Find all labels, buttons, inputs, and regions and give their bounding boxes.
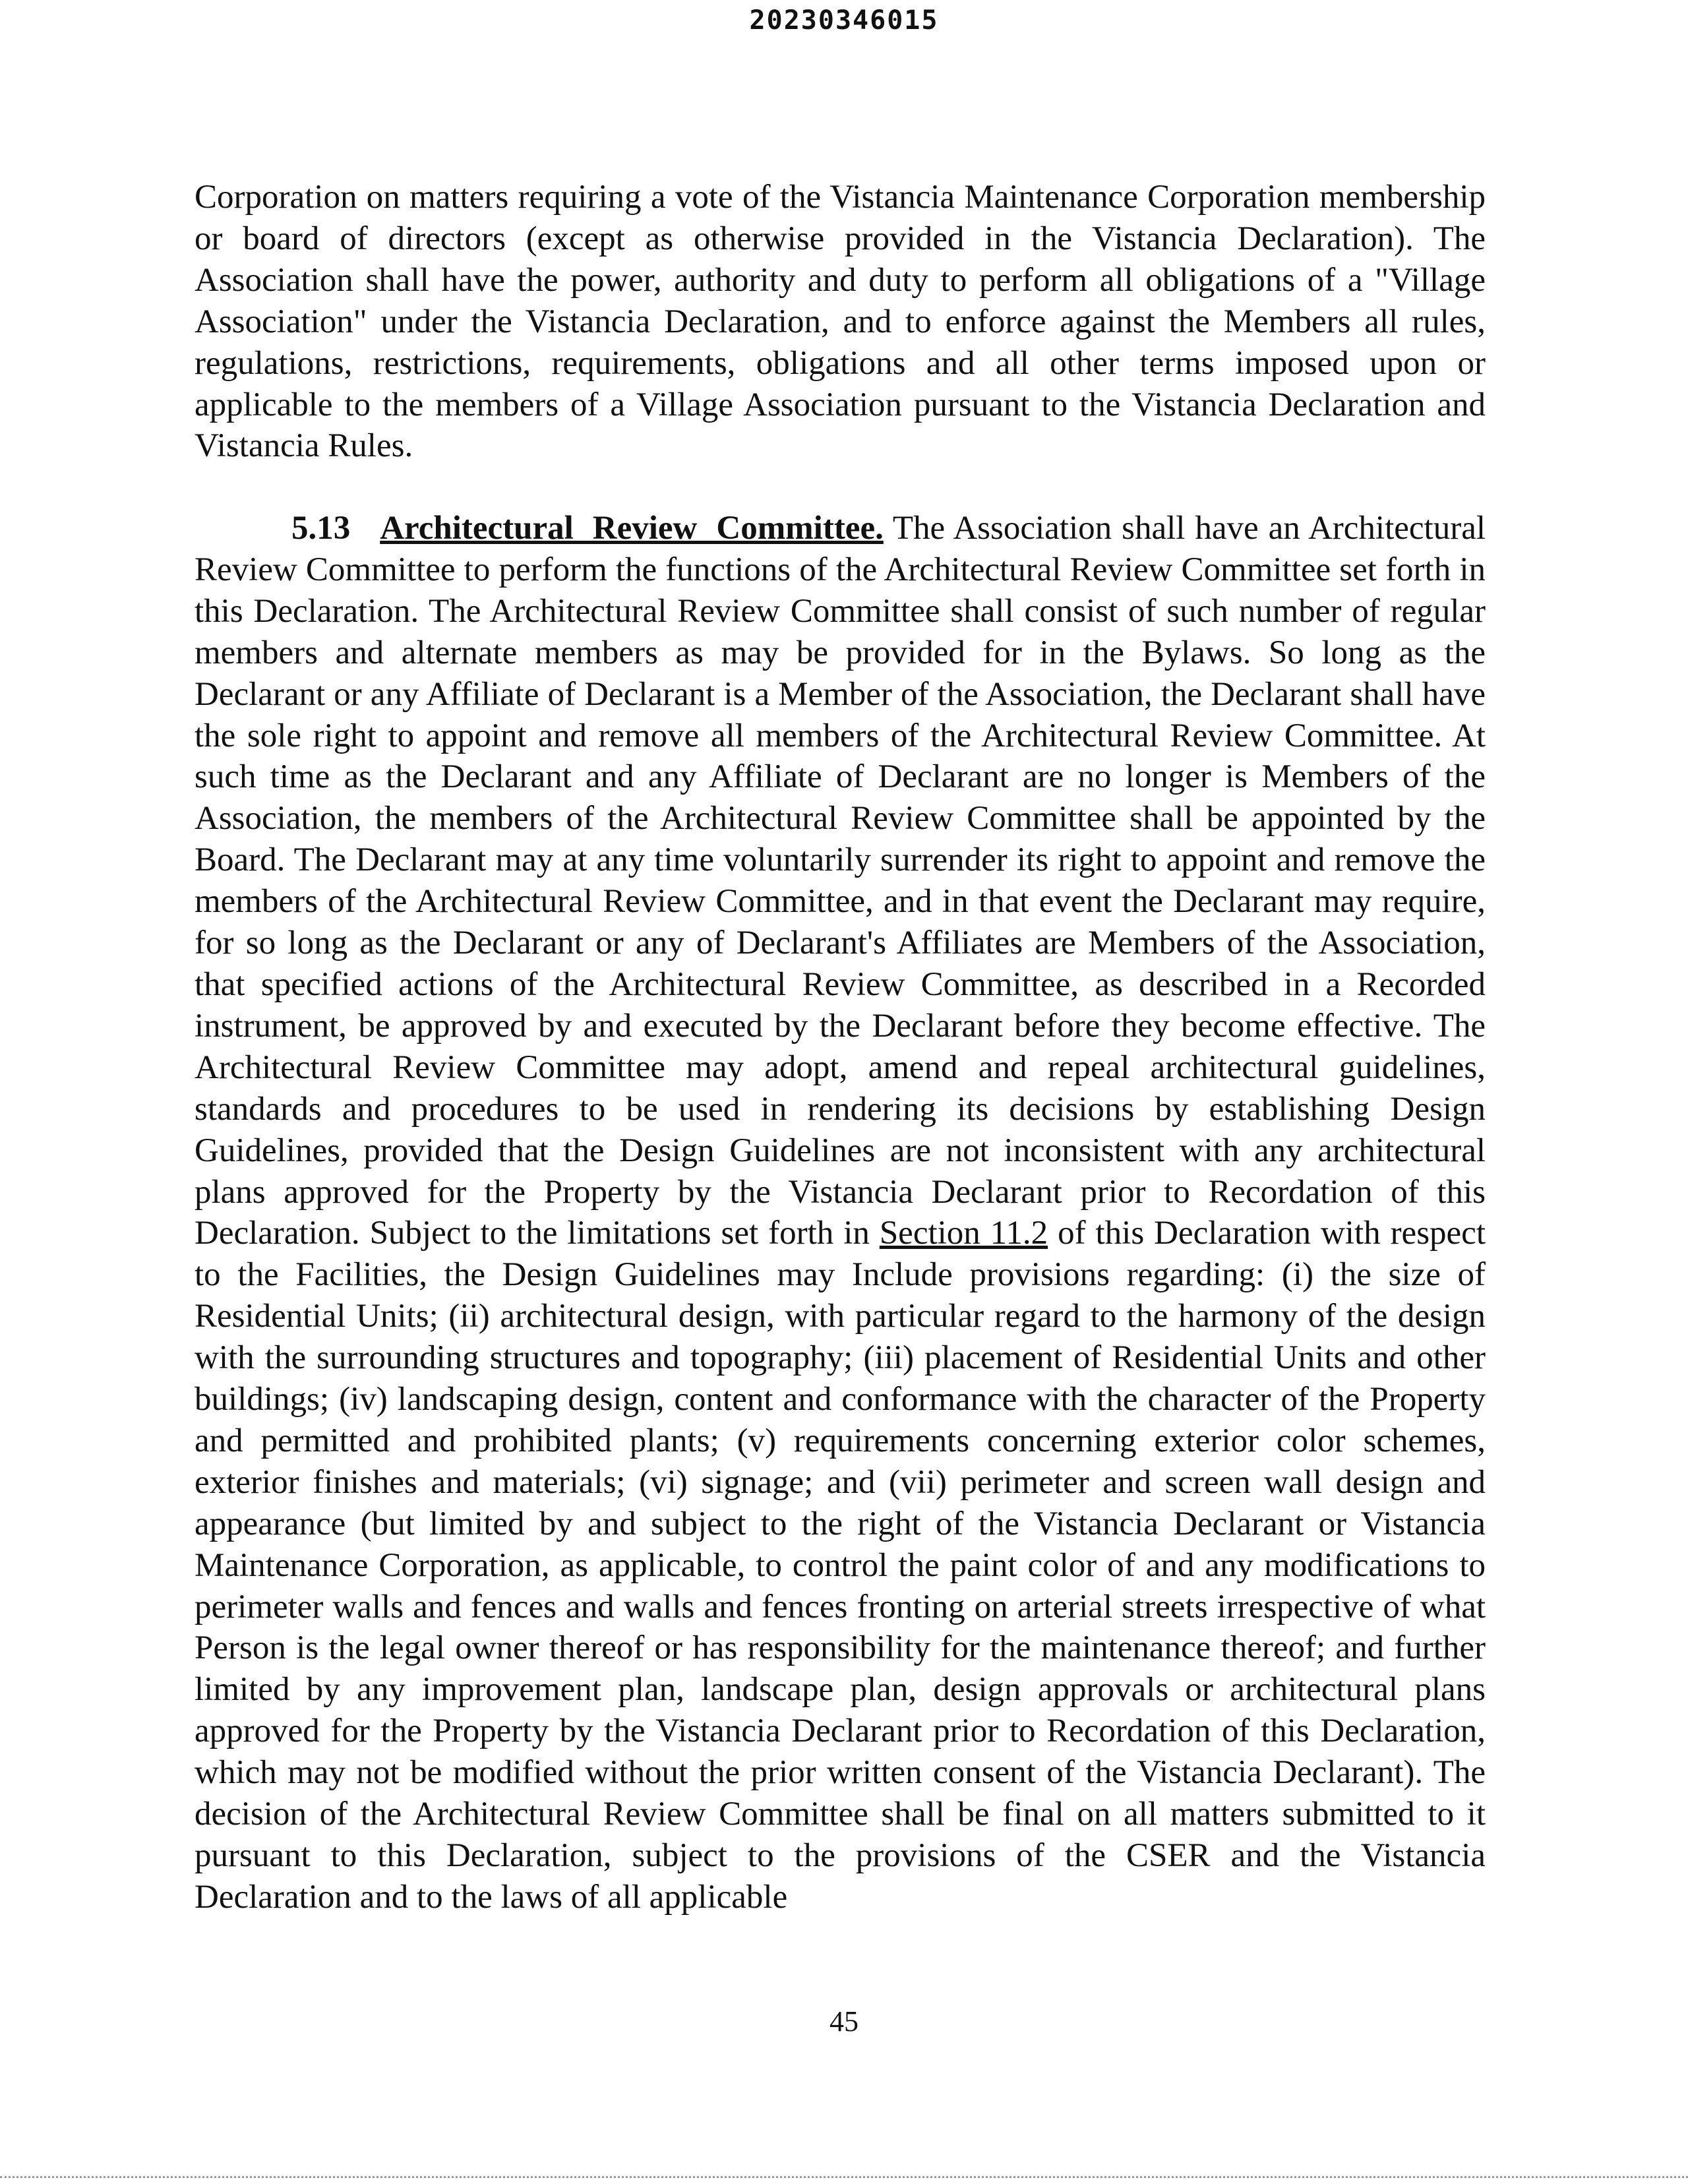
section-5-13-paragraph <box>195 508 1486 1918</box>
section-body-part-1: The Association shall have an Architectural Review Committee to perform the functions of the Architectural Review Committee set forth in this Declaration. The Architectural Review Committee shall consist of such number of regular members and alternate members as may be provided for in the Bylaws. So long as the Declarant or any Affiliate of Declarant is a Member of the Association, the Declarant shall have the sole right to appoint and remove all members of the Architectural Review Committee. At such time as the Declarant and any Affiliate of Declarant are no longer is Members of the Association, the members of the Architectural Review Committee shall be appointed by the Board. The Declarant may at any time voluntarily surrender its right to appoint and remove the members of the Architectural Review Committee, and in that event the Declarant may require, for so long as the Declarant or any of Declarant's Affiliates are Members of the Association, that specified actions of the Architectural Review Committee, as described in a Recorded instrument, be approved by and executed by the Declarant before they become effective. The Architectural Review Committee may adopt, amend and repeal architectural guidelines, standards and procedures to be used in rendering its decisions by establishing Design Guidelines, provided that the Design Guidelines are not inconsistent with any architectural plans approved for the Property by the Vistancia Declarant prior to Recordation of this Declaration. Subject to the limitations set forth in <box>195 510 1486 1252</box>
scan-edge-divider <box>0 2176 1688 2178</box>
section-body-part-2: of this Declaration with respect to the Facilities, the Design Guidelines may Include provisions regarding: (i) the size of Residential Units; (ii) architectural design, with particular regard to the harmony of the design with the surrounding structures and topography; (iii) placement of Residential Units and other buildings; (iv) landscaping design, content and conformance with the character of the Property and permitted and prohibited plants; (v) requirements concerning exterior color schemes, exterior finishes and materials; (vi) signage; and (vii) perimeter and screen wall design and appearance (but limited by and subject to the right of the Vistancia Declarant or Vistancia Maintenance Corporation, as applicable, to control the paint color of and any modifications to perimeter walls and fences and walls and fences fronting on arterial streets irrespective of what Person is the legal owner thereof or has responsibility for the maintenance thereof; and further limited by any improvement plan, landscape plan, design approvals or architectural plans approved for the Property by the Vistancia Declarant prior to Recordation of this Declaration, which may not be modified without the prior written consent of the Vistancia Declarant). The decision of the Architectural Review Committee shall be final on all matters submitted to it pursuant to this Declaration, subject to the provisions of the CSER and the Vistancia Declaration and to the laws of all applicable <box>195 1215 1486 1916</box>
section-number: 5.13 <box>291 510 351 547</box>
paragraph-continued: Corporation on matters requiring a vote of the Vistancia Maintenance Corporation membership or board of directors (except as otherwise provided in the Vistancia Declaration). The Association shall have the power, authority and duty to perform all obligations of a "Village Association" under the Vistancia Declaration, and to enforce against the Members all rules, regulations, restrictions, requirements, obligations and all other terms imposed upon or applicable to the members of a Village Association pursuant to the Vistancia Declaration and Vistancia Rules. <box>195 179 1486 465</box>
section-title: Architectural Review Committee. <box>380 510 884 547</box>
document-number: 20230346015 <box>749 5 939 36</box>
page-number: 45 <box>829 2005 859 2038</box>
section-reference: Section 11.2 <box>879 1215 1048 1252</box>
